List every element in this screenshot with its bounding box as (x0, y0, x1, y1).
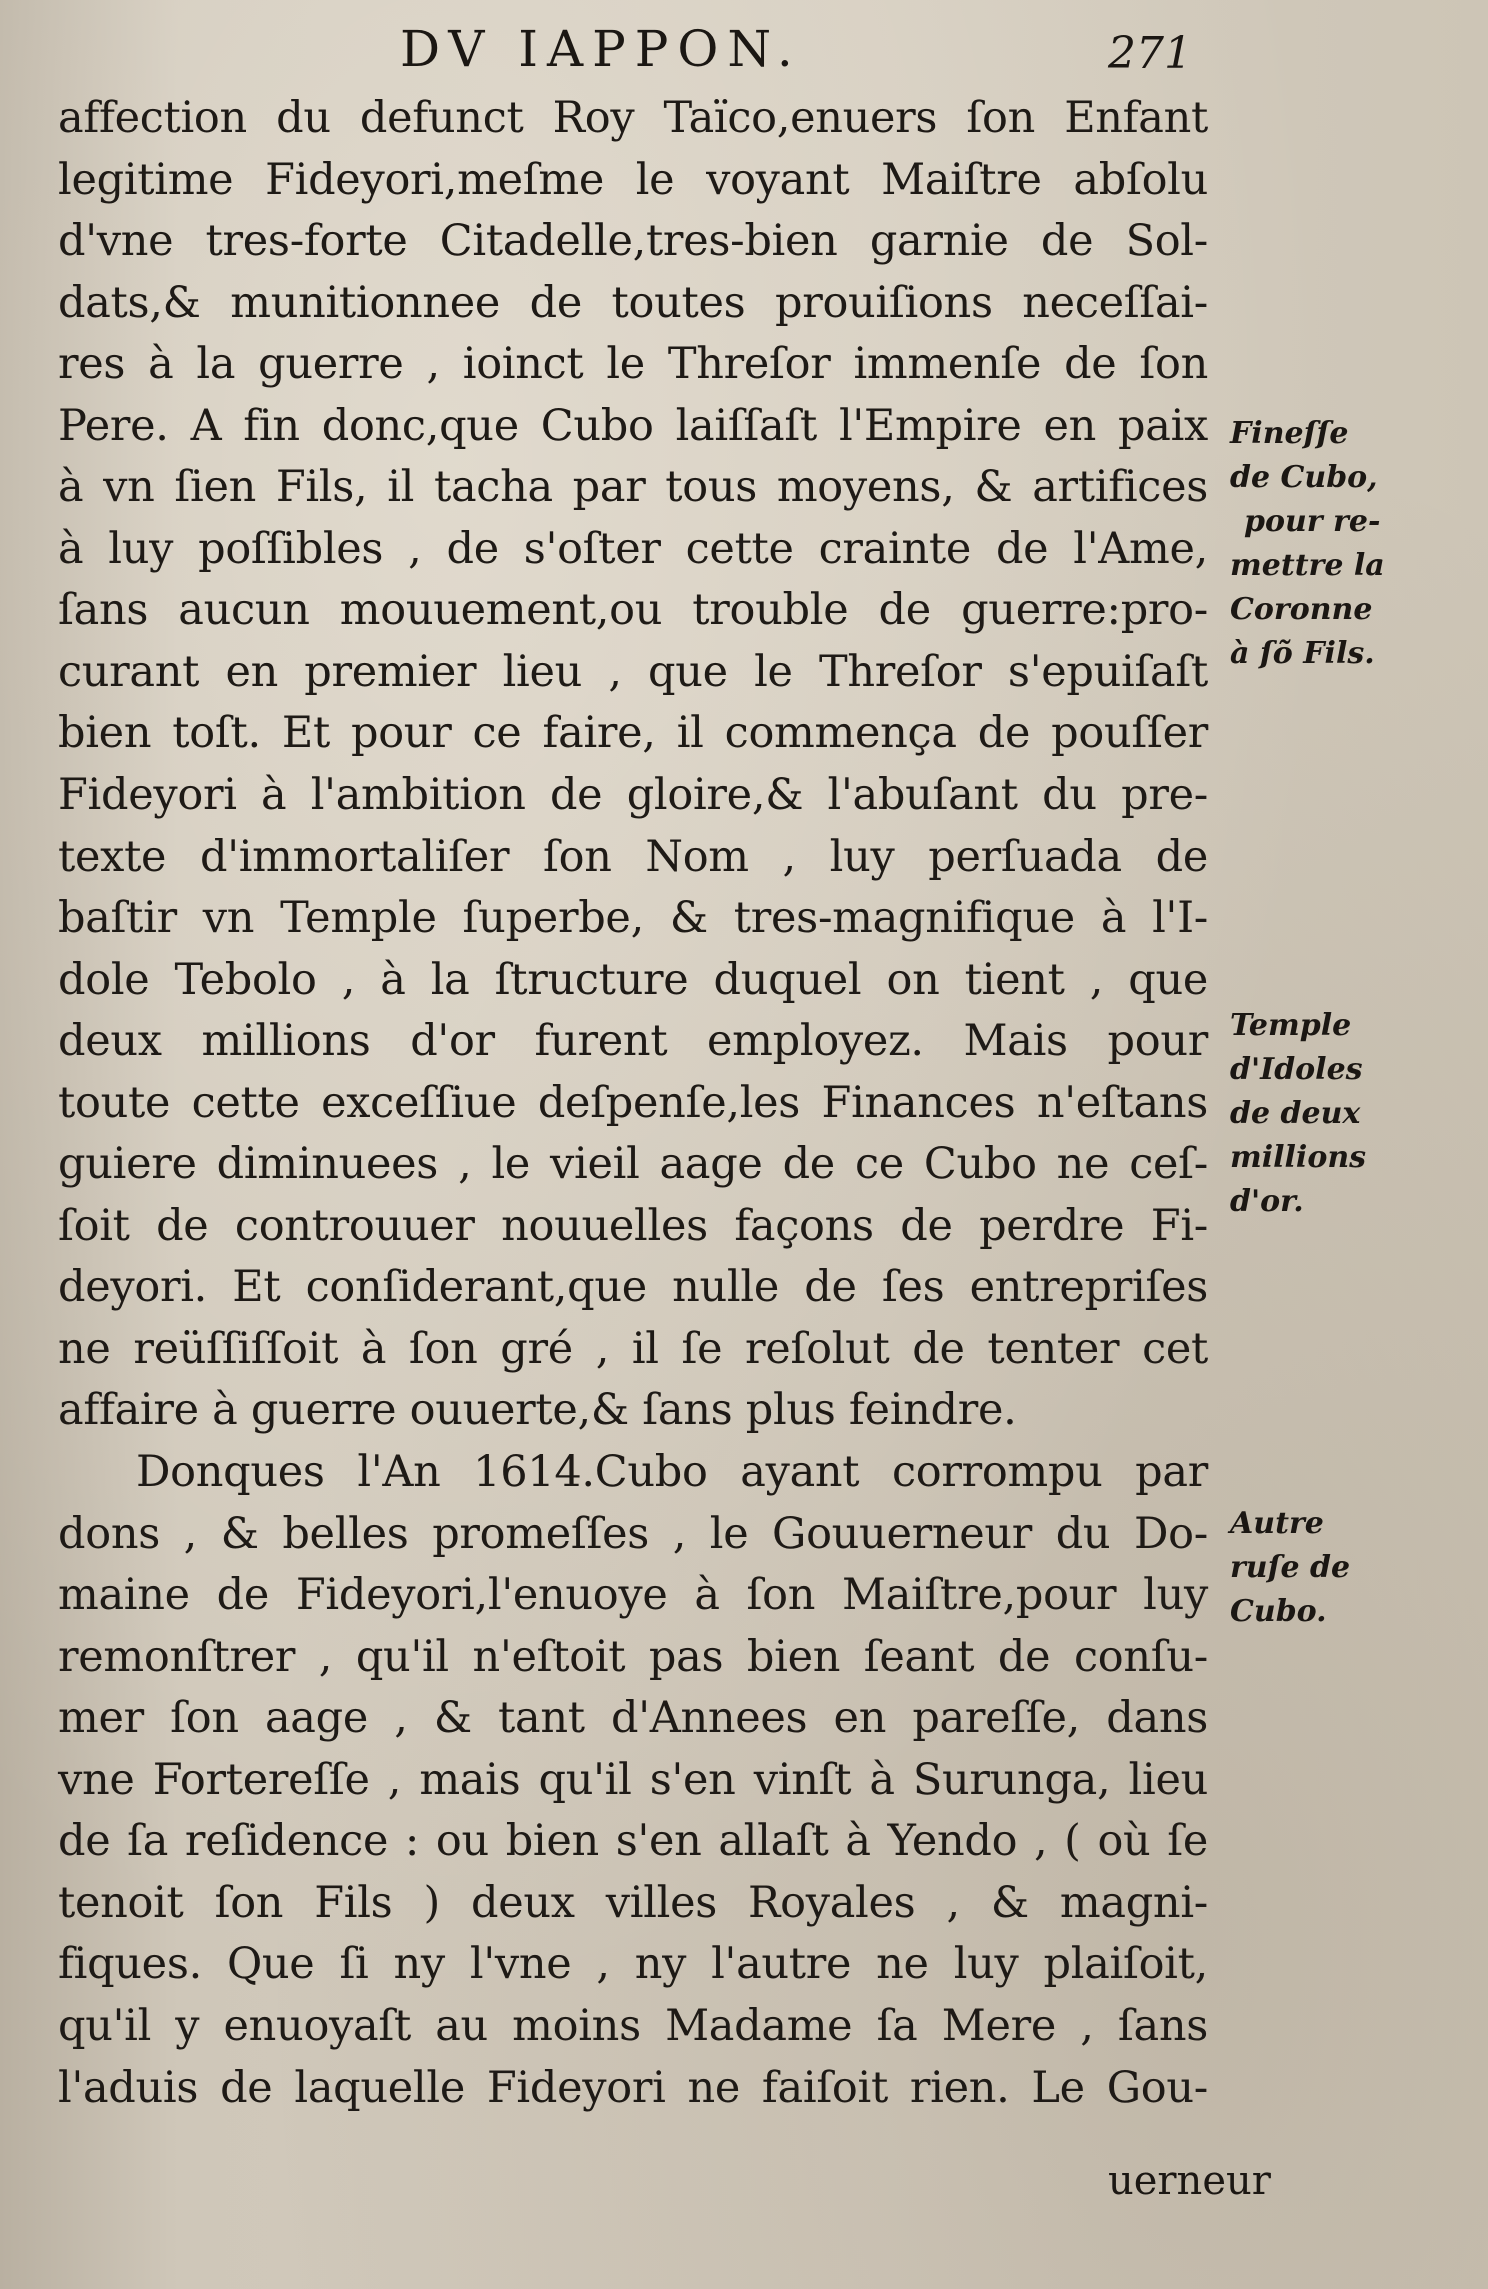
text-line: Pere. A fin donc,que Cubo laiſſaſt l'Empire en paix (58, 400, 1208, 451)
margin-note-line: mettre la (1230, 548, 1385, 583)
text-line: affection du defunct Roy Taïco,enuers ſon Enfant (58, 93, 1208, 143)
text-line: deux millions d'or furent employez. Mais pour (58, 1016, 1208, 1067)
text-line: l'aduis de laquelle Fideyori ne faiſoit rien. Le Gou- (58, 2062, 1208, 2113)
text-line: dats,& munitionnee de toutes prouiſions neceſſai- (58, 277, 1208, 328)
text-line: texte d'immortaliſer ſon Nom , luy perſuada de (58, 831, 1208, 882)
page-number: 271 (1108, 28, 1192, 79)
text-line: qu'il y enuoyaſt au moins Madame ſa Mere , ſans (58, 2000, 1208, 2051)
text-line-paragraph-start: Donques l'An 1614.Cubo ayant corrompu par (136, 1447, 1208, 1498)
text-line: à luy poſſibles , de s'oſter cette crainte de l'Ame, (58, 523, 1208, 574)
text-line: dole Tebolo , à la ſtructure duquel on tient , que (58, 954, 1208, 1005)
margin-note-line: Fineſſe (1230, 416, 1349, 451)
margin-note-ruse (1230, 1502, 1470, 1634)
margin-note-line: à ſõ Fils. (1230, 636, 1375, 671)
margin-note-line: Autre (1230, 1506, 1324, 1541)
margin-note-temple (1230, 1004, 1470, 1224)
text-line: guiere diminuees , le vieil aage de ce Cubo ne ceſ- (58, 1139, 1208, 1190)
text-line: remonſtrer , qu'il n'eſtoit pas bien ſeant de conſu- (58, 1631, 1208, 1682)
text-line: maine de Fideyori,l'enuoye à ſon Maiſtre,pour luy (58, 1570, 1208, 1621)
text-line: mer ſon aage , & tant d'Annees en pareſſe, dans (58, 1693, 1208, 1744)
text-line: de ſa reſidence : ou bien s'en allaſt à Yendo , ( où ſe (58, 1816, 1208, 1867)
text-line: toute cette exceſſiue deſpenſe,les Finances n'eſtans (58, 1077, 1208, 1128)
margin-note-line: Coronne (1230, 592, 1373, 627)
margin-note-line: de deux (1230, 1096, 1361, 1131)
text-line: affaire à guerre ouuerte,& ſans plus feindre. (58, 1385, 1017, 1436)
body-text (58, 88, 1208, 2119)
text-line: deyori. Et conſiderant,que nulle de ſes entrepriſes (58, 1262, 1208, 1313)
text-line: dons , & belles promeſſes , le Gouuerneur du Do- (58, 1508, 1208, 1559)
margin-note-line: Temple (1230, 1008, 1352, 1043)
margin-note-line: d'Idoles (1230, 1052, 1363, 1087)
text-line: ne reüſſiſſoit à ſon gré , il ſe reſolut de tenter cet (58, 1323, 1208, 1374)
running-head-title: DV IAPPON. (400, 20, 802, 78)
text-line: d'vne tres-forte Citadelle,tres-bien garnie de Sol- (58, 216, 1208, 267)
text-line: à vn ſien Fils, il tacha par tous moyens, & artifices (58, 462, 1208, 513)
margin-note-finesse (1230, 412, 1470, 676)
text-line: Fideyori à l'ambition de gloire,& l'abuſant du pre- (58, 770, 1208, 821)
text-line: bien toſt. Et pour ce faire, il commença de pouſſer (58, 708, 1208, 759)
text-line: legitime Fideyori,meſme le voyant Maiſtre abſolu (58, 154, 1208, 205)
margin-note-line: pour re- (1244, 504, 1381, 539)
margin-note-line: d'or. (1230, 1184, 1304, 1219)
text-line: fiques. Que ſi ny l'vne , ny l'autre ne luy plaiſoit, (58, 1939, 1208, 1990)
margin-note-line: millions (1230, 1140, 1367, 1175)
text-line: curant en premier lieu , que le Threſor s'epuiſaſt (58, 646, 1208, 697)
margin-note-line: ruſe de (1230, 1550, 1351, 1585)
text-line: baſtir vn Temple ſuperbe, & tres-magnifique à l'I- (58, 893, 1208, 944)
text-line: tenoit ſon Fils ) deux villes Royales , & magni- (58, 1877, 1208, 1928)
text-line: ſoit de controuuer nouuelles façons de perdre Fi- (58, 1200, 1208, 1251)
text-line: res à la guerre , ioinct le Threſor immenſe de ſon (58, 339, 1208, 390)
text-line: vne Fortereſſe , mais qu'il s'en vinſt à Surunga, lieu (58, 1754, 1208, 1805)
catchword: uerneur (1108, 2158, 1271, 2204)
margin-note-line: Cubo. (1230, 1594, 1327, 1629)
text-line: ſans aucun mouuement,ou trouble de guerre:pro- (58, 585, 1208, 636)
margin-note-line: de Cubo, (1230, 460, 1378, 495)
running-head (0, 20, 1488, 80)
